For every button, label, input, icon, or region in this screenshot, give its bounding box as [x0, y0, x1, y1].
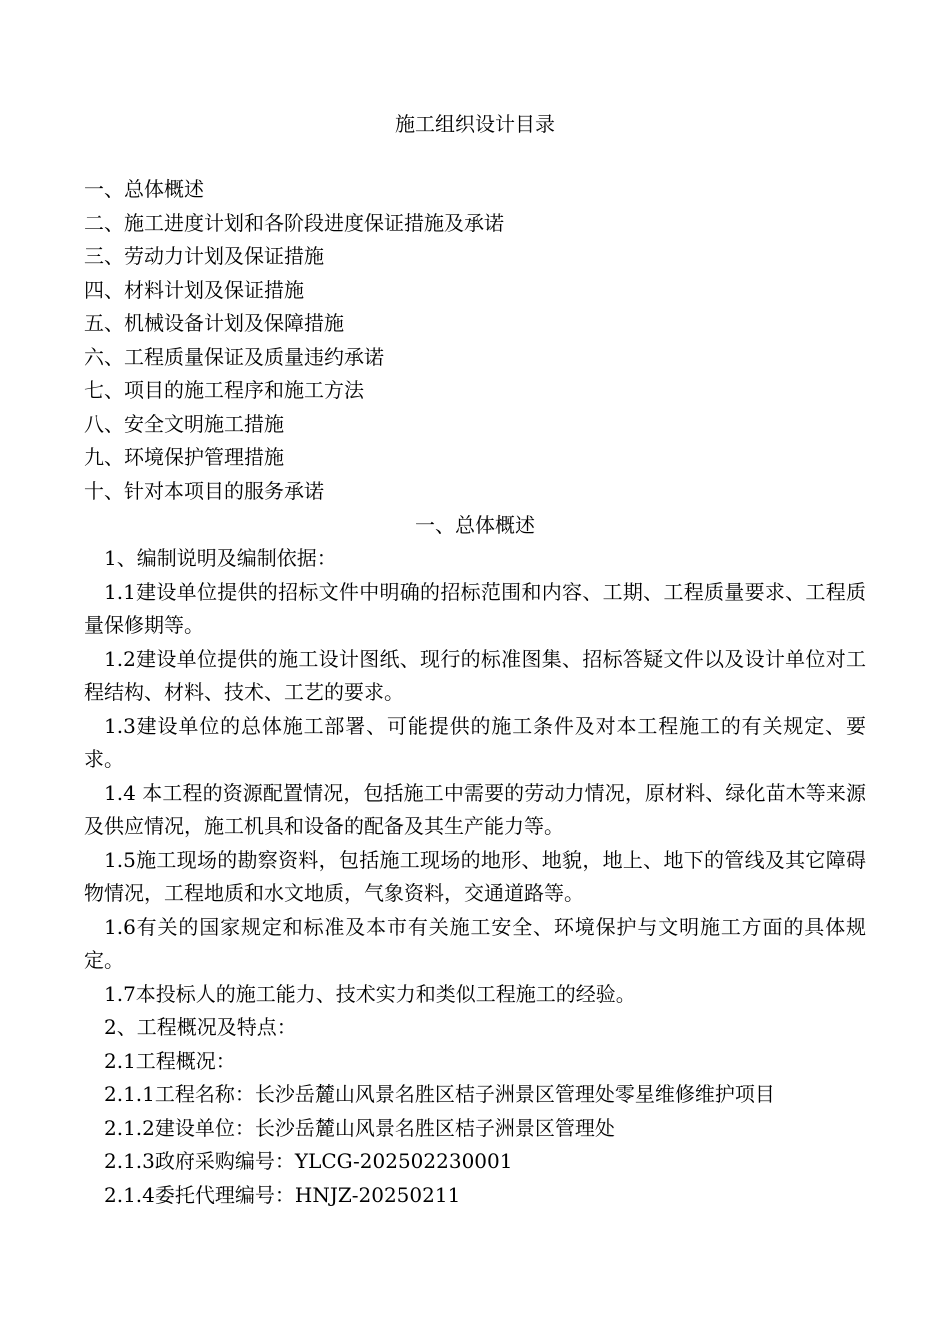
paragraph-2-1: 2.1工程概况： — [104, 1048, 236, 1073]
paragraph-1-3: 1.3建设单位的总体施工部署、可能提供的施工条件及对本工程施工的有关规定、要求。 — [84, 713, 866, 771]
paragraph-1-7: 1.7本投标人的施工能力、技术实力和类似工程施工的经验。 — [104, 981, 636, 1006]
toc-item-6: 六、工程质量保证及质量违约承诺 — [84, 344, 384, 369]
toc-item-4: 四、材料计划及保证措施 — [84, 277, 304, 302]
paragraph-procurement-number: 2.1.3政府采购编号：YLCG-202502230001 — [104, 1149, 513, 1173]
paragraph-1-2: 1.2建设单位提供的施工设计图纸、现行的标准图集、招标答疑文件以及设计单位对工程结构、材料、技术、工艺的要求。 — [84, 646, 866, 704]
paragraph-1-1: 1.1建设单位提供的招标文件中明确的招标范围和内容、工期、工程质量要求、工程质量保修期等。 — [84, 579, 866, 637]
paragraph-agency-number: 2.1.4委托代理编号：HNJZ-20250211 — [104, 1182, 461, 1207]
toc-item-8: 八、安全文明施工措施 — [84, 411, 284, 436]
paragraph-overview-heading: 2、工程概况及特点： — [104, 1015, 297, 1039]
section-heading: 一、总体概述 — [415, 513, 535, 537]
toc-item-3: 三、劳动力计划及保证措施 — [84, 244, 324, 268]
body-text — [84, 542, 866, 1212]
paragraph-1-4: 1.4 本工程的资源配置情况，包括施工中需要的劳动力情况，原材料、绿化苗木等来源及供应情况，施工机具和设备的配备及其生产能力等。 — [84, 780, 866, 838]
paragraph-project-name: 2.1.1工程名称：长沙岳麓山风景名胜区桔子洲景区管理处零星维修维护项目 — [104, 1082, 775, 1106]
toc-item-10: 十、针对本项目的服务承诺 — [84, 478, 324, 503]
paragraph-basis-heading: 1、编制说明及编制依据： — [104, 546, 337, 570]
table-of-contents — [84, 173, 884, 508]
toc-item-2: 二、施工进度计划和各阶段进度保证措施及承诺 — [84, 210, 504, 235]
document-title: 施工组织设计目录 — [395, 112, 555, 136]
toc-item-9: 九、环境保护管理措施 — [84, 445, 284, 469]
toc-item-5: 五、机械设备计划及保障措施 — [84, 311, 344, 335]
toc-item-1: 一、总体概述 — [84, 177, 204, 201]
paragraph-client: 2.1.2建设单位：长沙岳麓山风景名胜区桔子洲景区管理处 — [104, 1115, 615, 1140]
paragraph-1-5: 1.5施工现场的勘察资料，包括施工现场的地形、地貌，地上、地下的管线及其它障碍物情况，工程地质和水文地质，气象资料，交通道路等。 — [84, 847, 866, 905]
toc-item-7: 七、项目的施工程序和施工方法 — [84, 378, 364, 402]
paragraph-1-6: 1.6有关的国家规定和标准及本市有关施工安全、环境保护与文明施工方面的具体规定。 — [84, 914, 866, 972]
